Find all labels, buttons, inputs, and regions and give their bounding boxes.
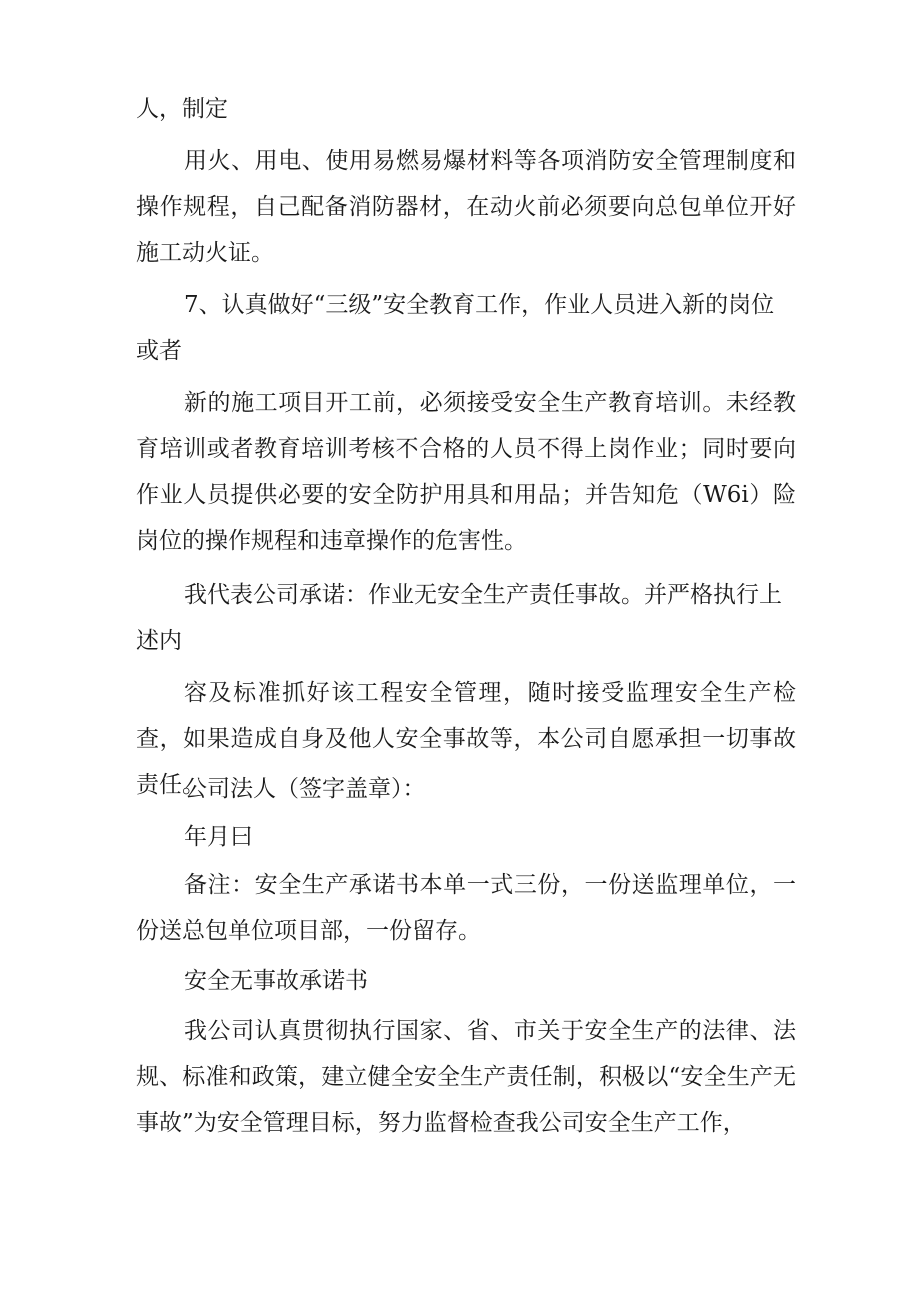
paragraph-no-accident-pledge: 我公司认真贯彻执行国家、省、市关于安全生产的法律、法规、标准和政策，建立健全安全生产责任制，积极以“安全生产无事故”为安全管理目标，努力监督检查我公司安全生产工作，	[136, 1018, 796, 1136]
paragraph-training-requirements: 新的施工项目开工前，必须接受安全生产教育培训。未经教育培训或者教育培训考核不合格的人员不得上岗作业；同时要向作业人员提供必要的安全防护用具和用品；并告知危（W6i）险岗位的操作规程和违章操作的危害性。	[136, 390, 796, 554]
section-title: 安全无事故承诺书	[184, 968, 368, 994]
paragraph-continuation-1: 人，制定	[136, 96, 228, 122]
paragraph-remarks: 备注：安全生产承诺书本单一式三份，一份送监理单位，一份送总包单位项目部，一份留存。	[136, 872, 796, 944]
paragraph-item-7: 7、认真做好“三级”安全教育工作，作业人员进入新的岗位	[184, 292, 775, 318]
paragraph-continuation-2: 或者	[136, 338, 182, 364]
paragraph-continuation-3: 述内	[136, 628, 182, 654]
paragraph-company-commitment: 我代表公司承诺：作业无安全生产责任事故。并严格执行上	[184, 582, 782, 608]
date-line: 年月曰	[184, 824, 253, 850]
signature-line: 公司法人（签字盖章）：	[184, 776, 426, 802]
paragraph-fire-safety-rules: 用火、用电、使用易燃易爆材料等各项消防安全管理制度和操作规程，自己配备消防器材，在动火前必须要向总包单位开好施工动火证。	[136, 148, 796, 266]
paragraph-liability: 容及标准抓好该工程安全管理，随时接受监理安全生产检查，如果造成自身及他人安全事故等，本公司自愿承担一切事故责任。	[136, 680, 796, 798]
